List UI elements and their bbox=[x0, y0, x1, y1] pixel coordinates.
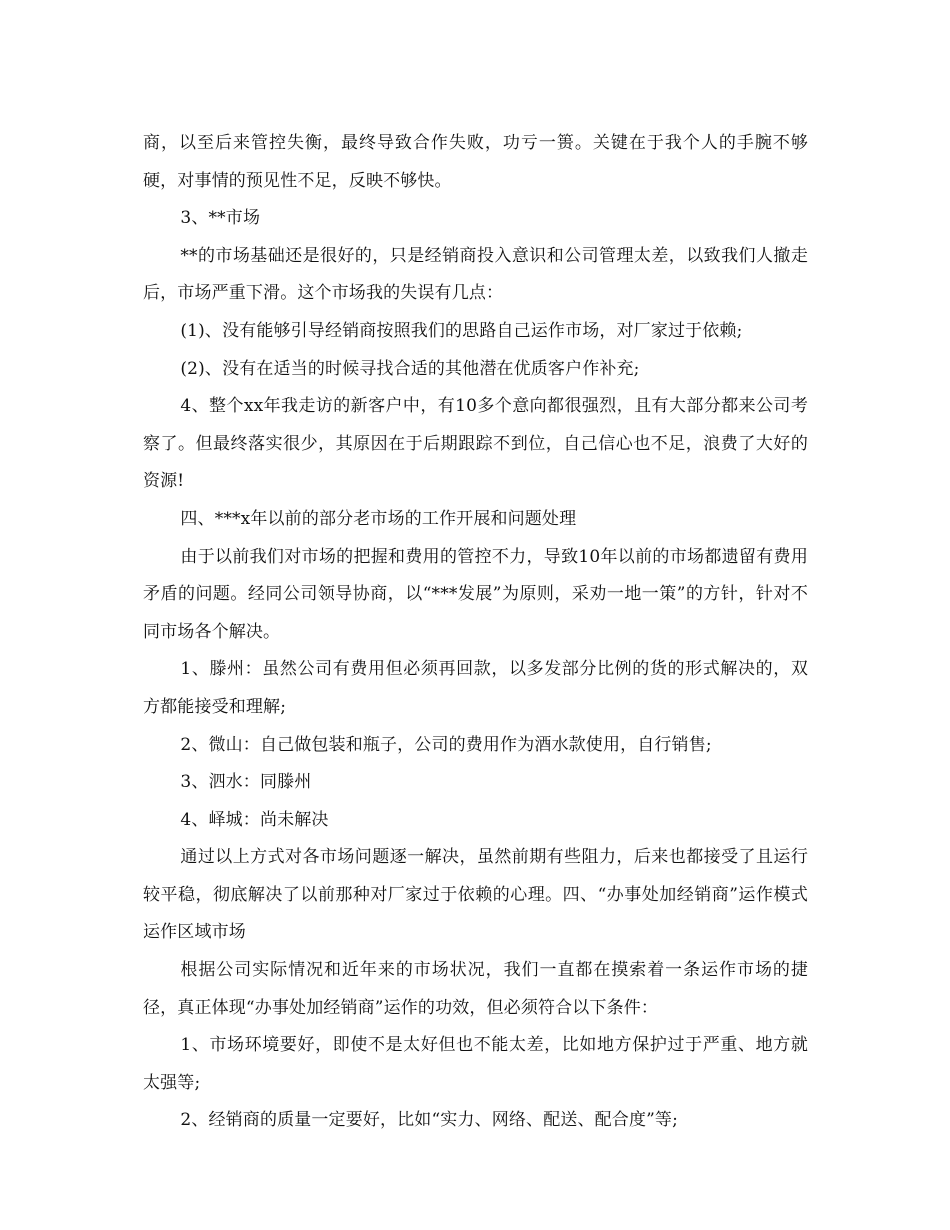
paragraph-3: **的市场基础还是很好的，只是经销商投入意识和公司管理太差，以致我们人撤走后，市场严重下滑。这个市场我的失误有几点： bbox=[143, 245, 808, 304]
paragraph-13: 通过以上方式对各市场问题逐一解决，虽然前期有些阻力，后来也都接受了且运行较平稳，彻底解决了以前那种对厂家过于依赖的心理。四、“办事处加经销商”运作模式运作区域市场 bbox=[143, 847, 808, 943]
paragraph-9: 1、滕州：虽然公司有费用但必须再回款，以多发部分比例的货的形式解决的，双方都能接受和理解; bbox=[143, 659, 808, 717]
paragraph-6: 4、整个xx年我走访的新客户中，有10多个意向都很强烈，且有大部分都来公司考察了。但最终落实很少，其原因在于后期跟踪不到位，自己信心也不足，浪费了大好的资源! bbox=[143, 396, 808, 492]
paragraph-8: 由于以前我们对市场的把握和费用的管控不力，导致10年以前的市场都遗留有费用矛盾的问题。经同公司领导协商，以“***发展”为原则，采劝一地一策”的方针，针对不同市场各个解决。 bbox=[143, 546, 808, 642]
paragraph-4: (1)、没有能够引导经销商按照我们的思路自己运作市场，对厂家过于依赖; bbox=[180, 320, 743, 341]
paragraph-1: 商，以至后来管控失衡，最终导致合作失败，功亏一篑。关键在于我个人的手腕不够硬，对事情的预见性不足，反映不够快。 bbox=[143, 133, 808, 191]
paragraph-11: 3、泗水：同滕州 bbox=[180, 772, 312, 793]
paragraph-15: 1、市场环境要好，即使不是太好但也不能太差，比如地方保护过于严重、地方就太强等; bbox=[143, 1035, 808, 1093]
paragraph-12: 4、峄城：尚未解决 bbox=[180, 809, 329, 830]
paragraph-2: 3、**市场 bbox=[180, 208, 261, 229]
section-heading: 四、***x年以前的部分老市场的工作开展和问题处理 bbox=[180, 508, 577, 529]
paragraph-14: 根据公司实际情况和近年来的市场状况，我们一直都在摸索着一条运作市场的捷径，真正体现“办事处加经销商”运作的功效，但必须符合以下条件： bbox=[143, 960, 808, 1018]
document-body bbox=[143, 125, 808, 1140]
paragraph-16: 2、经销商的质量一定要好，比如“实力、网络、配送、配合度”等; bbox=[180, 1110, 678, 1131]
paragraph-10: 2、微山：自己做包装和瓶子，公司的费用作为酒水款使用，自行销售; bbox=[180, 734, 712, 755]
paragraph-5: (2)、没有在适当的时候寻找合适的其他潜在优质客户作补充; bbox=[180, 358, 640, 379]
